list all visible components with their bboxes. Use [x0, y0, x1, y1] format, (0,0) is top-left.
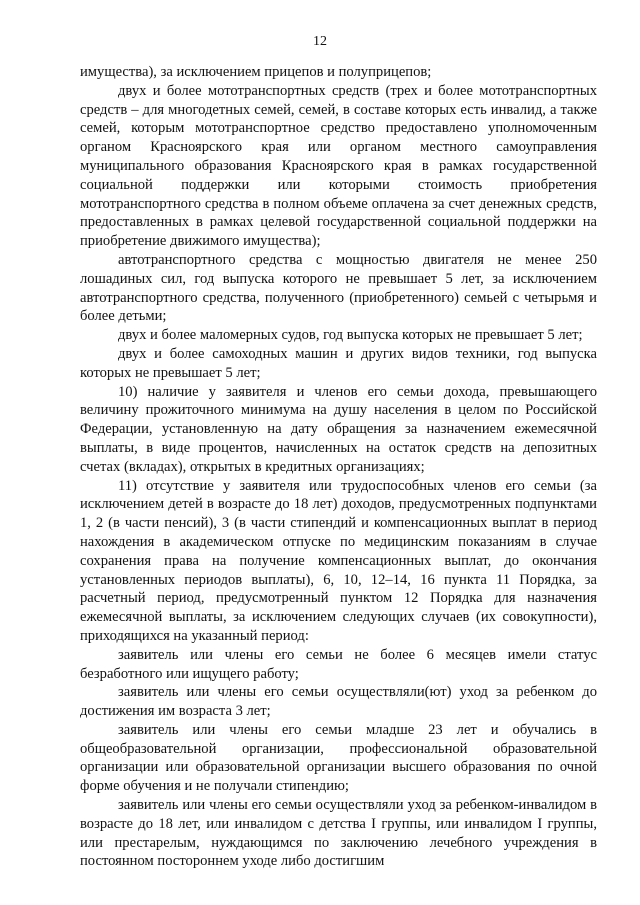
paragraph: заявитель или члены его семьи не более 6 месяцев имели статус безработного или ищущего работу; — [80, 646, 597, 682]
document-body — [80, 63, 597, 871]
page-number: 12 — [313, 34, 327, 49]
paragraph: заявитель или члены его семьи младше 23 лет и обучались в общеобразовательной организации, профессиональной образовательной организации или образовательной организации высшего образования по очной форме обучения и не получали стипендию; — [80, 721, 597, 795]
paragraph: имущества), за исключением прицепов и полуприцепов; — [80, 64, 432, 80]
paragraph: двух и более мототранспортных средств (трех и более мототранспортных средств – для многодетных семей, семей, в составе которых есть инвалид, а также семей, которым мототранспортное средство предоставлено уполномоченным органом Красноярского края или органом местного самоуправления муниципального образования Красноярского края в рамках государственной социальной поддержки или которыми стоимость приобретения мототранспортного средства в полном объеме оплачена за счет денежных средств, предоставленных в рамках целевой государственной социальной поддержки на приобретение движимого имущества); — [80, 82, 597, 250]
paragraph: 11) отсутствие у заявителя или трудоспособных членов его семьи (за исключением детей в возрасте до 18 лет) доходов, предусмотренных подпунктами 1, 2 (в части пенсий), 3 (в части стипендий и компенсационных выплат в период нахождения в академическом отпуске по медицинским показаниям в случае сохранения права на получение компенсационных выплат, до окончания установленных периодов выплаты), 6, 10, 12–14, 16 пункта 11 Порядка, за расчетный период, предусмотренный пунктом 12 Порядка для назначения ежемесячной выплаты, за исключением следующих случаев (их совокупности), приходящихся на указанный период: — [80, 477, 597, 644]
paragraph: двух и более маломерных судов, год выпуска которых не превышает 5 лет; — [118, 327, 583, 344]
paragraph: двух и более самоходных машин и других видов техники, год выпуска которых не превышает 5 лет; — [80, 345, 597, 381]
paragraph: заявитель или члены его семьи осуществляли уход за ребенком-инвалидом в возрасте до 18 лет, или инвалидом с детства I группы, или инвалидом I группы, или престарелым, нуждающимся по заключению лечебного учреждения в постоянном постороннем уходе либо достигшим — [80, 797, 597, 870]
paragraph: 10) наличие у заявителя и членов его семьи дохода, превышающего величину прожиточного минимума на душу населения в целом по Российской Федерации, установленную на дату обращения за назначением ежемесячной выплаты, в виде процентов, начисленных на остаток средств на депозитных счетах (вкладах), открытых в кредитных организациях; — [80, 383, 597, 475]
paragraph: автотранспортного средства с мощностью двигателя не менее 250 лошадиных сил, год выпуска которого не превышает 5 лет, за исключением автотранспортного средства, полученного (приобретенного) семьей с четырьмя и более детьми; — [80, 251, 597, 325]
paragraph: заявитель или члены его семьи осуществляли(ют) уход за ребенком до достижения им возраста 3 лет; — [80, 684, 597, 720]
